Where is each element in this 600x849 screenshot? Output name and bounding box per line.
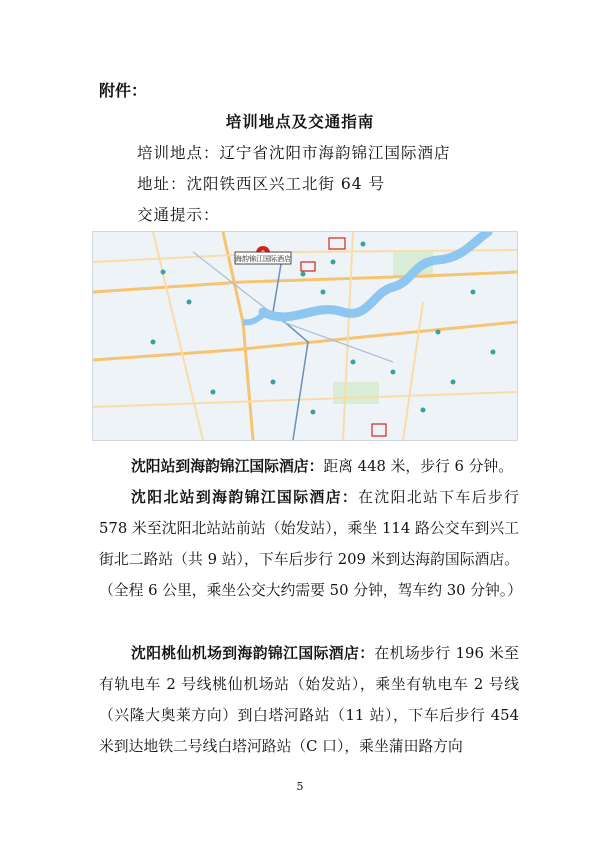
document-title: 培训地点及交通指南 xyxy=(225,113,375,131)
route-body: 在机场步行 196 米至有轨电车 2 号线桃仙机场站（始发站），乘坐有轨电车 2 号线（兴隆大奥莱方向）到白塔河路站（11 站），下车后步行 454 米到达地铁二号线白塔河路站（C 口），乘坐蒲田路方向 xyxy=(99,645,519,755)
traffic-label: 交通提示： xyxy=(137,206,220,224)
route-paragraph xyxy=(99,451,519,482)
park-area xyxy=(333,382,379,404)
route-paragraph xyxy=(99,638,519,762)
route-heading: 沈阳北站到海韵锦江国际酒店： xyxy=(131,489,359,506)
route-body: 距离 448 米，步行 6 分钟。 xyxy=(323,458,514,475)
route-heading: 沈阳站到海韵锦江国际酒店： xyxy=(131,458,324,475)
hotel-label: 海韵锦江国际酒店 xyxy=(235,256,291,263)
venue-line: 培训地点：辽宁省沈阳市海韵锦江国际酒店 xyxy=(137,144,451,162)
route-body: 在沈阳北站下车后步行 578 米至沈阳北站站前站（始发站），乘坐 114 路公交车到兴工街北二路站（共 9 站），下车后步行 209 米到达海韵国际酒店。（全程 6 公里，乘坐公交大约需要 50 分钟，驾车约 30 分钟。） xyxy=(99,489,523,599)
address-line: 地址：沈阳铁西区兴工北街 64 号 xyxy=(137,175,386,193)
location-map xyxy=(92,231,518,441)
attachment-label: 附件： xyxy=(99,81,148,100)
page-number: 5 xyxy=(296,780,304,793)
route-heading: 沈阳桃仙机场到海韵锦江国际酒店： xyxy=(131,645,375,662)
map-background xyxy=(93,232,517,440)
route-paragraph xyxy=(99,482,523,606)
map-graphic xyxy=(93,232,517,440)
